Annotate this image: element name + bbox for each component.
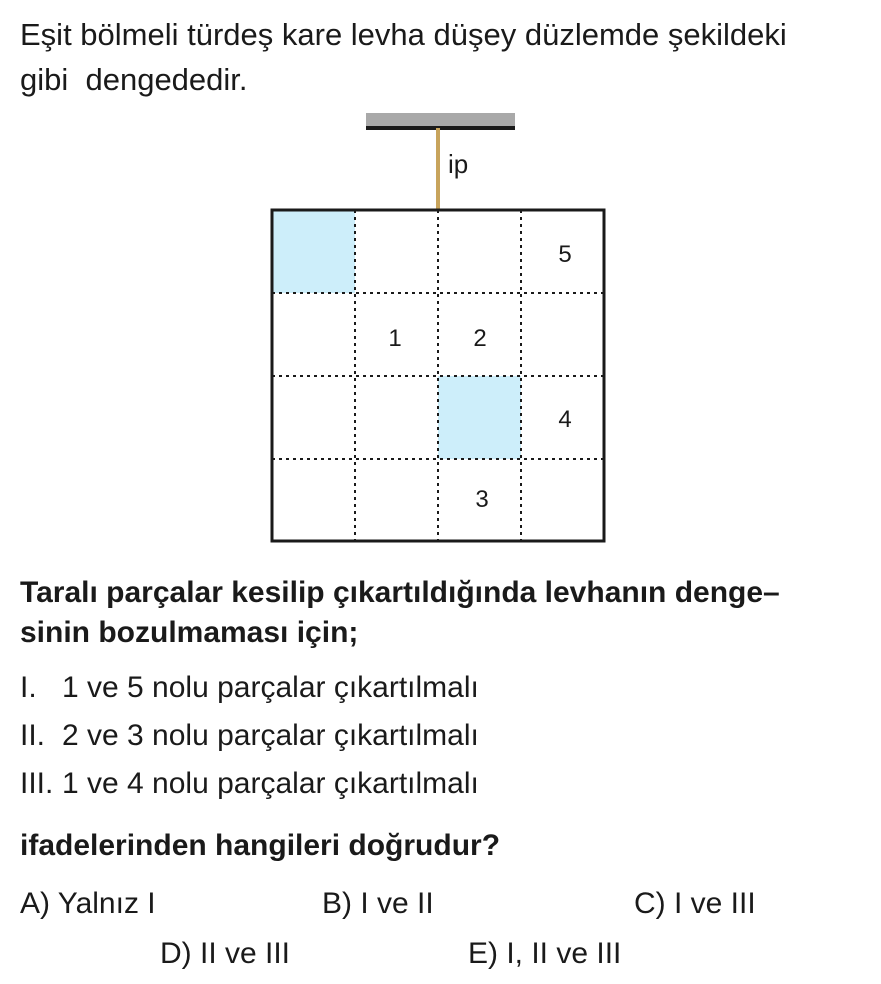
shaded-cell-center (438, 376, 521, 459)
statement-text: 2 ve 3 nolu parçalar çıkartılmalı (62, 719, 479, 752)
shaded-cell-top-left (272, 210, 355, 293)
statement-item-1 (20, 666, 870, 714)
statement-item-3 (20, 762, 870, 810)
statement-item-2 (20, 714, 870, 762)
choice-a[interactable]: A) Yalnız I (20, 887, 156, 920)
ceiling-bar (366, 113, 515, 127)
statement-number: I. (20, 671, 37, 704)
cell-label-4: 4 (558, 406, 572, 433)
cell-label-2: 2 (473, 325, 487, 352)
intro-line-1: Eşit bölmeli türdeş kare levha düşey düzlemde şekildeki (20, 17, 787, 52)
statement-list (20, 666, 870, 810)
intro-line-2: gibi dengededir. (20, 62, 248, 97)
rope-label: ip (448, 149, 469, 179)
cell-label-5: 5 (558, 241, 572, 268)
statement-text: 1 ve 5 nolu parçalar çıkartılmalı (62, 671, 479, 704)
choice-c[interactable]: C) I ve III (634, 887, 756, 920)
statement-number: III. (20, 767, 54, 800)
statement-text: 1 ve 4 nolu parçalar çıkartılmalı (62, 767, 479, 800)
statement-number: II. (20, 719, 46, 752)
question-text (20, 573, 870, 653)
choice-d[interactable]: D) II ve III (160, 937, 291, 970)
choice-e[interactable]: E) I, II ve III (468, 937, 622, 970)
choice-b[interactable]: B) I ve II (322, 887, 434, 920)
question-line-1: Taralı parçalar kesilip çıkartıldığında levhanın denge– (20, 576, 780, 609)
cell-label-3: 3 (475, 486, 489, 513)
question-line-2: sinin bozulmaması için; (20, 616, 359, 649)
closing-question: ifadelerinden hangileri doğrudur? (20, 829, 501, 862)
cell-label-1: 1 (388, 325, 402, 352)
